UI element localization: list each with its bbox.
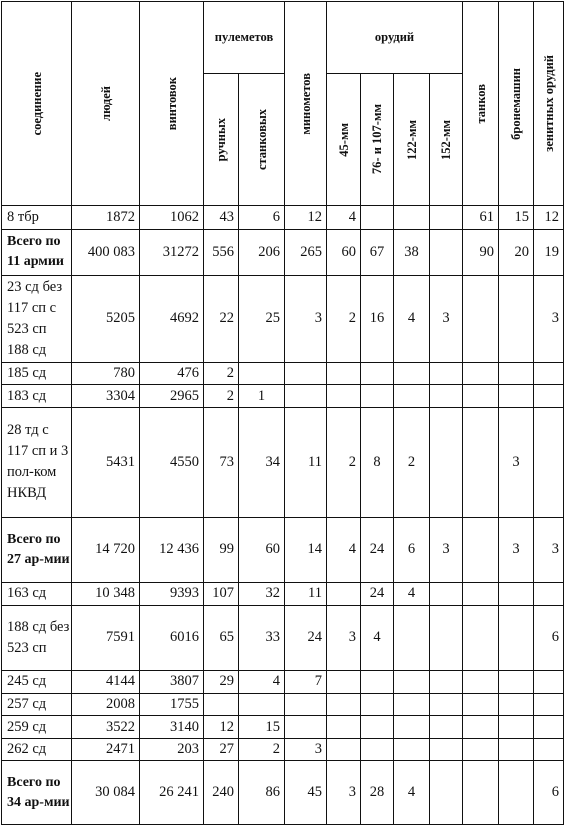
- cell-armored: [499, 761, 534, 825]
- table-row: [2, 583, 564, 606]
- cell-aa: [534, 671, 564, 694]
- cell-g76: 8: [361, 407, 394, 517]
- cell-g122: 4: [394, 761, 430, 825]
- cell-tanks: [463, 385, 499, 408]
- cell-unit: 8 тбр: [2, 206, 72, 230]
- cell-g122: 38: [394, 229, 430, 275]
- table-row: [2, 362, 564, 385]
- table-row: [2, 605, 564, 671]
- col-mortars-header: минометов: [285, 2, 327, 206]
- col-rifles-header: винтовок: [140, 2, 204, 206]
- cell-tanks: [463, 671, 499, 694]
- cell-tanks: 90: [463, 229, 499, 275]
- cell-g152: [430, 605, 463, 671]
- forces-table: [1, 1, 564, 825]
- cell-g45: 3: [327, 761, 361, 825]
- cell-mortars: 14: [285, 517, 327, 583]
- cell-people: 7591: [72, 605, 140, 671]
- cell-g152: [430, 671, 463, 694]
- col-unit-header: соединение: [2, 2, 72, 206]
- cell-mortars: 11: [285, 583, 327, 606]
- cell-g76: 4: [361, 605, 394, 671]
- cell-g152: [430, 385, 463, 408]
- cell-g122: [394, 738, 430, 761]
- cell-people: 5431: [72, 407, 140, 517]
- cell-people: 780: [72, 362, 140, 385]
- cell-people: 10 348: [72, 583, 140, 606]
- cell-mortars: 265: [285, 229, 327, 275]
- cell-g152: [430, 362, 463, 385]
- cell-aa: 3: [534, 517, 564, 583]
- cell-people: 400 083: [72, 229, 140, 275]
- cell-mg-light: 27: [204, 738, 239, 761]
- cell-mg-heavy: 34: [239, 407, 285, 517]
- cell-g45: [327, 738, 361, 761]
- cell-unit: 23 сд без 117 сп с 523 сп 188 сд: [2, 275, 72, 362]
- cell-unit: 257 сд: [2, 693, 72, 716]
- cell-armored: [499, 275, 534, 362]
- col-guns-group-header: орудий: [327, 2, 463, 74]
- cell-g76: 28: [361, 761, 394, 825]
- cell-armored: [499, 671, 534, 694]
- cell-tanks: 61: [463, 206, 499, 230]
- cell-armored: 3: [499, 517, 534, 583]
- cell-mg-light: 2: [204, 362, 239, 385]
- cell-tanks: [463, 583, 499, 606]
- cell-unit: 262 сд: [2, 738, 72, 761]
- cell-rifles: 26 241: [140, 761, 204, 825]
- cell-people: 3522: [72, 716, 140, 739]
- table-row: [2, 517, 564, 583]
- cell-people: 14 720: [72, 517, 140, 583]
- cell-aa: [534, 693, 564, 716]
- col-mg-light-header: ручных: [204, 74, 239, 206]
- cell-g122: [394, 671, 430, 694]
- cell-g76: [361, 716, 394, 739]
- cell-tanks: [463, 693, 499, 716]
- table-row: [2, 407, 564, 517]
- cell-g122: [394, 362, 430, 385]
- cell-unit: 185 сд: [2, 362, 72, 385]
- cell-g152: [430, 206, 463, 230]
- cell-g76: 67: [361, 229, 394, 275]
- cell-g152: [430, 738, 463, 761]
- cell-g45: [327, 385, 361, 408]
- cell-tanks: [463, 275, 499, 362]
- cell-armored: [499, 605, 534, 671]
- cell-mg-light: 29: [204, 671, 239, 694]
- cell-aa: 6: [534, 605, 564, 671]
- cell-g122: 4: [394, 275, 430, 362]
- cell-unit: 245 сд: [2, 671, 72, 694]
- table-row: [2, 229, 564, 275]
- cell-g152: [430, 583, 463, 606]
- cell-g45: [327, 716, 361, 739]
- cell-armored: 15: [499, 206, 534, 230]
- cell-g152: [430, 761, 463, 825]
- cell-g45: [327, 693, 361, 716]
- cell-g76: [361, 693, 394, 716]
- cell-mg-light: 240: [204, 761, 239, 825]
- cell-g122: [394, 385, 430, 408]
- cell-aa: [534, 407, 564, 517]
- cell-rifles: 31272: [140, 229, 204, 275]
- cell-people: 2008: [72, 693, 140, 716]
- cell-aa: 19: [534, 229, 564, 275]
- cell-tanks: [463, 716, 499, 739]
- cell-g45: [327, 583, 361, 606]
- cell-aa: 3: [534, 275, 564, 362]
- cell-aa: [534, 738, 564, 761]
- cell-g122: 2: [394, 407, 430, 517]
- col-armored-header: бронемашин: [499, 2, 534, 206]
- cell-g76: 24: [361, 517, 394, 583]
- cell-people: 2471: [72, 738, 140, 761]
- cell-armored: 3: [499, 407, 534, 517]
- table-row: [2, 206, 564, 230]
- cell-g76: 24: [361, 583, 394, 606]
- cell-mortars: [285, 716, 327, 739]
- cell-mg-heavy: 86: [239, 761, 285, 825]
- col-aa-header: зенитных орудий: [534, 2, 564, 206]
- cell-aa: [534, 716, 564, 739]
- cell-g152: [430, 693, 463, 716]
- cell-unit: 259 сд: [2, 716, 72, 739]
- cell-g152: 3: [430, 517, 463, 583]
- cell-people: 30 084: [72, 761, 140, 825]
- cell-mortars: 3: [285, 738, 327, 761]
- cell-g45: 60: [327, 229, 361, 275]
- cell-unit: Всего по 34 ар-мии: [2, 761, 72, 825]
- cell-mg-light: 22: [204, 275, 239, 362]
- cell-g45: 2: [327, 275, 361, 362]
- cell-unit: 28 тд с 117 сп и 3 пол-ком НКВД: [2, 407, 72, 517]
- cell-mortars: 3: [285, 275, 327, 362]
- cell-mg-light: 12: [204, 716, 239, 739]
- cell-aa: 6: [534, 761, 564, 825]
- cell-g152: [430, 229, 463, 275]
- cell-mortars: [285, 693, 327, 716]
- cell-g76: [361, 206, 394, 230]
- cell-rifles: 476: [140, 362, 204, 385]
- cell-mg-light: 556: [204, 229, 239, 275]
- cell-armored: [499, 385, 534, 408]
- col-people-header: людей: [72, 2, 140, 206]
- cell-rifles: 2965: [140, 385, 204, 408]
- cell-mortars: 7: [285, 671, 327, 694]
- cell-g152: [430, 407, 463, 517]
- cell-unit: 163 сд: [2, 583, 72, 606]
- col-g152-header: 152-мм: [430, 74, 463, 206]
- cell-people: 4144: [72, 671, 140, 694]
- cell-g152: 3: [430, 275, 463, 362]
- cell-armored: [499, 693, 534, 716]
- cell-mg-heavy: 1: [239, 385, 285, 408]
- cell-armored: 20: [499, 229, 534, 275]
- table-row: [2, 761, 564, 825]
- cell-rifles: 1755: [140, 693, 204, 716]
- cell-armored: [499, 362, 534, 385]
- col-tanks-header: танков: [463, 2, 499, 206]
- cell-tanks: [463, 517, 499, 583]
- cell-aa: [534, 583, 564, 606]
- col-g122-header: 122-мм: [394, 74, 430, 206]
- table-row: [2, 693, 564, 716]
- table-body: [2, 206, 564, 825]
- cell-mg-heavy: [239, 693, 285, 716]
- cell-mg-heavy: 32: [239, 583, 285, 606]
- cell-g122: 6: [394, 517, 430, 583]
- cell-g122: [394, 605, 430, 671]
- cell-tanks: [463, 605, 499, 671]
- cell-mortars: 45: [285, 761, 327, 825]
- cell-mortars: [285, 385, 327, 408]
- cell-unit: 188 сд без 523 сп: [2, 605, 72, 671]
- cell-tanks: [463, 362, 499, 385]
- cell-mg-heavy: 15: [239, 716, 285, 739]
- cell-rifles: 1062: [140, 206, 204, 230]
- cell-tanks: [463, 761, 499, 825]
- col-g45-header: 45-мм: [327, 74, 361, 206]
- cell-armored: [499, 716, 534, 739]
- cell-mg-heavy: 25: [239, 275, 285, 362]
- cell-unit: Всего по 27 ар-мии: [2, 517, 72, 583]
- cell-g76: [361, 738, 394, 761]
- table-row: [2, 716, 564, 739]
- table-header: [2, 2, 564, 206]
- table-row: [2, 385, 564, 408]
- cell-aa: 12: [534, 206, 564, 230]
- cell-g122: [394, 206, 430, 230]
- cell-g76: 16: [361, 275, 394, 362]
- cell-g76: [361, 385, 394, 408]
- cell-mg-light: 2: [204, 385, 239, 408]
- cell-rifles: 203: [140, 738, 204, 761]
- cell-mg-light: 65: [204, 605, 239, 671]
- cell-mg-light: 43: [204, 206, 239, 230]
- cell-unit: 183 сд: [2, 385, 72, 408]
- cell-mg-heavy: 33: [239, 605, 285, 671]
- cell-g45: 4: [327, 517, 361, 583]
- cell-mg-light: 107: [204, 583, 239, 606]
- col-mg-heavy-header: станковых: [239, 74, 285, 206]
- cell-mg-light: [204, 693, 239, 716]
- cell-aa: [534, 385, 564, 408]
- cell-mg-heavy: 4: [239, 671, 285, 694]
- table-row: [2, 671, 564, 694]
- cell-mg-heavy: 60: [239, 517, 285, 583]
- cell-people: 3304: [72, 385, 140, 408]
- cell-g152: [430, 716, 463, 739]
- cell-rifles: 6016: [140, 605, 204, 671]
- cell-mg-heavy: [239, 362, 285, 385]
- cell-g76: [361, 671, 394, 694]
- cell-mg-light: 73: [204, 407, 239, 517]
- cell-rifles: 4692: [140, 275, 204, 362]
- cell-g45: [327, 671, 361, 694]
- cell-g45: 2: [327, 407, 361, 517]
- cell-mortars: 11: [285, 407, 327, 517]
- cell-g122: [394, 716, 430, 739]
- cell-unit: Всего по 11 армии: [2, 229, 72, 275]
- col-machine-guns-group-header: пулеметов: [204, 2, 285, 74]
- cell-g45: 3: [327, 605, 361, 671]
- cell-people: 5205: [72, 275, 140, 362]
- table-row: [2, 275, 564, 362]
- cell-rifles: 12 436: [140, 517, 204, 583]
- cell-g122: [394, 693, 430, 716]
- cell-mortars: 12: [285, 206, 327, 230]
- cell-mg-heavy: 6: [239, 206, 285, 230]
- cell-rifles: 3807: [140, 671, 204, 694]
- cell-mg-light: 99: [204, 517, 239, 583]
- cell-aa: [534, 362, 564, 385]
- table-row: [2, 738, 564, 761]
- cell-people: 1872: [72, 206, 140, 230]
- cell-mg-heavy: 2: [239, 738, 285, 761]
- cell-armored: [499, 583, 534, 606]
- cell-g45: 4: [327, 206, 361, 230]
- cell-rifles: 9393: [140, 583, 204, 606]
- cell-armored: [499, 738, 534, 761]
- cell-tanks: [463, 738, 499, 761]
- cell-mg-heavy: 206: [239, 229, 285, 275]
- cell-rifles: 3140: [140, 716, 204, 739]
- col-g76-header: 76- и 107-мм: [361, 74, 394, 206]
- cell-rifles: 4550: [140, 407, 204, 517]
- cell-g76: [361, 362, 394, 385]
- cell-tanks: [463, 407, 499, 517]
- cell-g122: 4: [394, 583, 430, 606]
- cell-mortars: 24: [285, 605, 327, 671]
- cell-g45: [327, 362, 361, 385]
- cell-mortars: [285, 362, 327, 385]
